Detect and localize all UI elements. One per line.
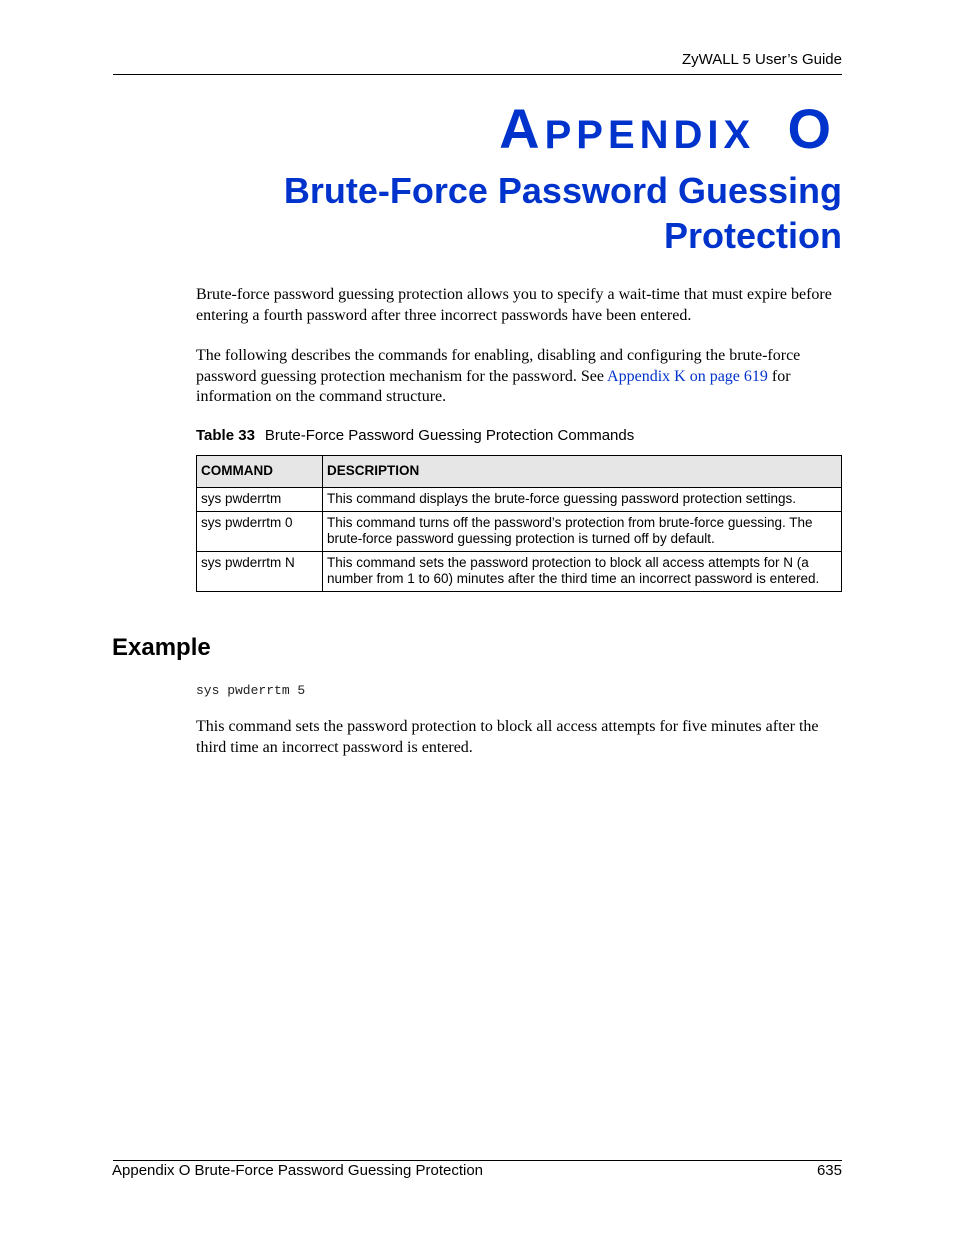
- chapter-title: Brute-Force Password Guessing Protection: [283, 170, 842, 256]
- appendix-heading: [499, 96, 836, 161]
- intro-paragraph: Brute-force password guessing protection allows you to specify a wait-time that must expire before entering a fourth password after three incorrect passwords have been entered.: [196, 286, 832, 324]
- description-cell: This command turns off the password’s protection from brute-force guessing. The brute-force password guessing protection is turned off by default.: [323, 512, 842, 552]
- appendix-k-link[interactable]: Appendix K on page 619: [607, 367, 768, 385]
- page-number: 635: [816, 1162, 842, 1179]
- description-cell: This command displays the brute-force guessing password protection settings.: [323, 488, 842, 512]
- description-cell: This command sets the password protection to block all access attempts for N (a number from 1 to 60) minutes after the third time an incorrect password is entered.: [323, 552, 842, 592]
- header-rule: [113, 74, 842, 75]
- table-row: [197, 488, 842, 512]
- table-caption: [196, 427, 634, 444]
- command-cell: sys pwderrtm: [197, 488, 323, 512]
- commands-paragraph: [196, 346, 846, 408]
- command-cell: sys pwderrtm N: [197, 552, 323, 592]
- footer-chapter-title: Appendix O Brute-Force Password Guessing Protection: [112, 1162, 484, 1179]
- appendix-first-letter: A: [499, 97, 545, 160]
- appendix-word-rest: PPENDIX: [544, 113, 756, 157]
- table-row: [197, 552, 842, 592]
- commands-table: [196, 455, 842, 592]
- commands-paragraph-text: The following describes the commands for enabling, disabling and configuring the brute-force password guessing protection mechanism for the password. See: [196, 347, 801, 385]
- example-heading: Example: [112, 634, 211, 661]
- appendix-letter: O: [787, 97, 836, 160]
- column-header-description: DESCRIPTION: [323, 456, 842, 488]
- table-header-row: [197, 456, 842, 488]
- example-code: sys pwderrtm 5: [196, 683, 306, 698]
- table-row: [197, 512, 842, 552]
- running-header: ZyWALL 5 User’s Guide: [681, 51, 842, 68]
- commands-paragraph-tail: for information on the command structure.: [196, 367, 791, 405]
- table-caption-number: Table 33: [196, 427, 255, 444]
- command-cell: sys pwderrtm 0: [197, 512, 323, 552]
- footer-rule: [113, 1160, 842, 1161]
- column-header-command: COMMAND: [197, 456, 323, 488]
- table-caption-text: Brute-Force Password Guessing Protection Commands: [264, 427, 635, 444]
- example-paragraph: This command sets the password protection to block all access attempts for five minutes after the third time an incorrect password is entered.: [196, 718, 819, 756]
